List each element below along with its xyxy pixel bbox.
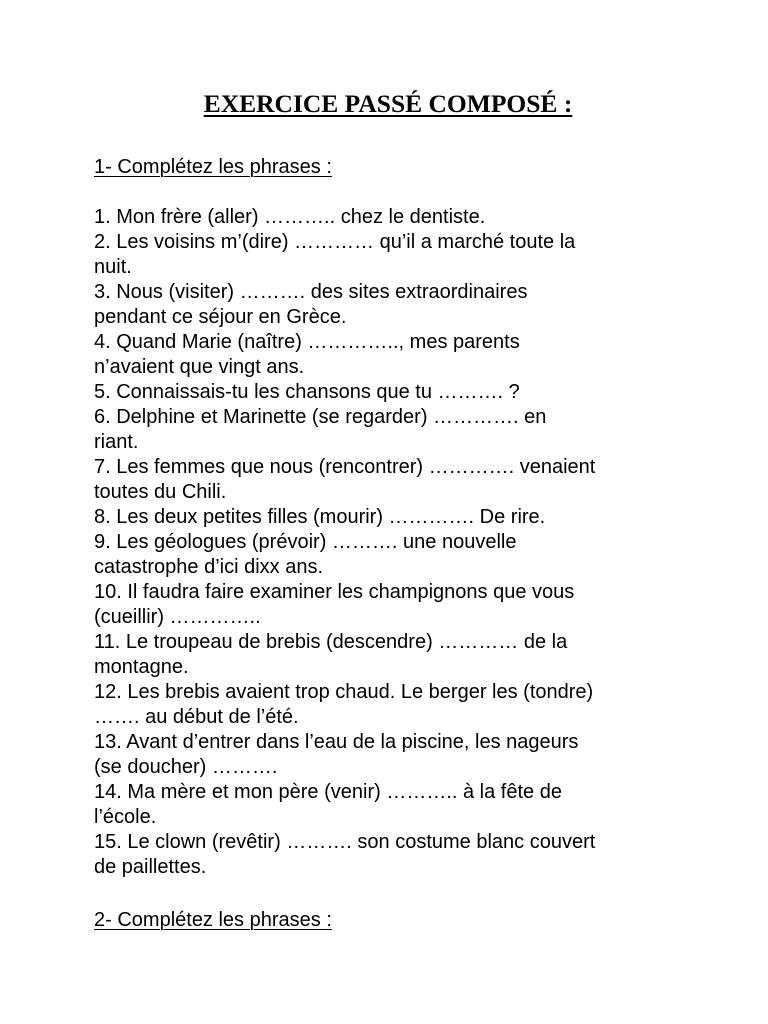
- exercise-item: [94, 280, 694, 330]
- exercise-line: 1. Mon frère (aller) ……….. chez le dentiste.: [94, 206, 486, 228]
- exercise-line: 6. Delphine et Marinette (se regarder) …………. en: [94, 406, 547, 428]
- exercise-line: n’avaient que vingt ans.: [94, 356, 305, 378]
- exercise-line: 4. Quand Marie (naître) ………….., mes parents: [94, 331, 520, 353]
- exercise-item: [94, 680, 694, 730]
- exercise-line: de paillettes.: [94, 856, 207, 878]
- exercise-item: [94, 405, 694, 455]
- exercise-line: 10. Il faudra faire examiner les champignons que vous: [94, 581, 575, 603]
- exercise-line: 2. Les voisins m’(dire) ………… qu’il a marché toute la: [94, 231, 576, 253]
- exercise-item: [94, 780, 694, 830]
- exercise-line: ……. au début de l’été.: [94, 706, 299, 728]
- document-title: EXERCICE PASSÉ COMPOSÉ :: [203, 89, 573, 118]
- exercise-line: 14. Ma mère et mon père (venir) ……….. à la fête de: [94, 781, 562, 803]
- exercise-line: 11. Le troupeau de brebis (descendre) ………… de la: [94, 631, 568, 653]
- section-1-heading: 1- Complétez les phrases :: [94, 156, 332, 178]
- exercise-line: riant.: [94, 431, 139, 453]
- section-2-heading: 2- Complétez les phrases :: [94, 909, 332, 931]
- exercise-line: montagne.: [94, 656, 189, 678]
- exercise-item: [94, 230, 694, 280]
- exercise-line: 8. Les deux petites filles (mourir) …………. De rire.: [94, 506, 546, 528]
- exercise-line: 3. Nous (visiter) ………. des sites extraordinaires: [94, 281, 528, 303]
- exercise-list: [94, 205, 694, 880]
- exercise-line: toutes du Chili.: [94, 481, 227, 503]
- exercise-line: (se doucher) ……….: [94, 756, 278, 778]
- exercise-line: 13. Avant d’entrer dans l’eau de la piscine, les nageurs: [94, 731, 579, 753]
- exercise-item: [94, 830, 694, 880]
- exercise-line: 7. Les femmes que nous (rencontrer) …………. venaient: [94, 456, 596, 478]
- exercise-item: [94, 205, 694, 230]
- exercise-line: 9. Les géologues (prévoir) ………. une nouvelle: [94, 531, 517, 553]
- exercise-item: [94, 380, 694, 405]
- exercise-line: nuit.: [94, 256, 132, 278]
- exercise-item: [94, 330, 694, 380]
- exercise-item: [94, 580, 694, 630]
- exercise-line: catastrophe d’ici dixx ans.: [94, 556, 324, 578]
- exercise-line: 15. Le clown (revêtir) ………. son costume blanc couvert: [94, 831, 596, 853]
- exercise-item: [94, 455, 694, 505]
- exercise-item: [94, 530, 694, 580]
- exercise-item: [94, 505, 694, 530]
- exercise-item: [94, 730, 694, 780]
- exercise-line: 5. Connaissais-tu les chansons que tu ………. ?: [94, 381, 520, 403]
- exercise-line: l’école.: [94, 806, 157, 828]
- exercise-line: (cueillir) …………..: [94, 606, 261, 628]
- exercise-line: 12. Les brebis avaient trop chaud. Le berger les (tondre): [94, 681, 594, 703]
- exercise-item: [94, 630, 694, 680]
- exercise-line: pendant ce séjour en Grèce.: [94, 306, 347, 328]
